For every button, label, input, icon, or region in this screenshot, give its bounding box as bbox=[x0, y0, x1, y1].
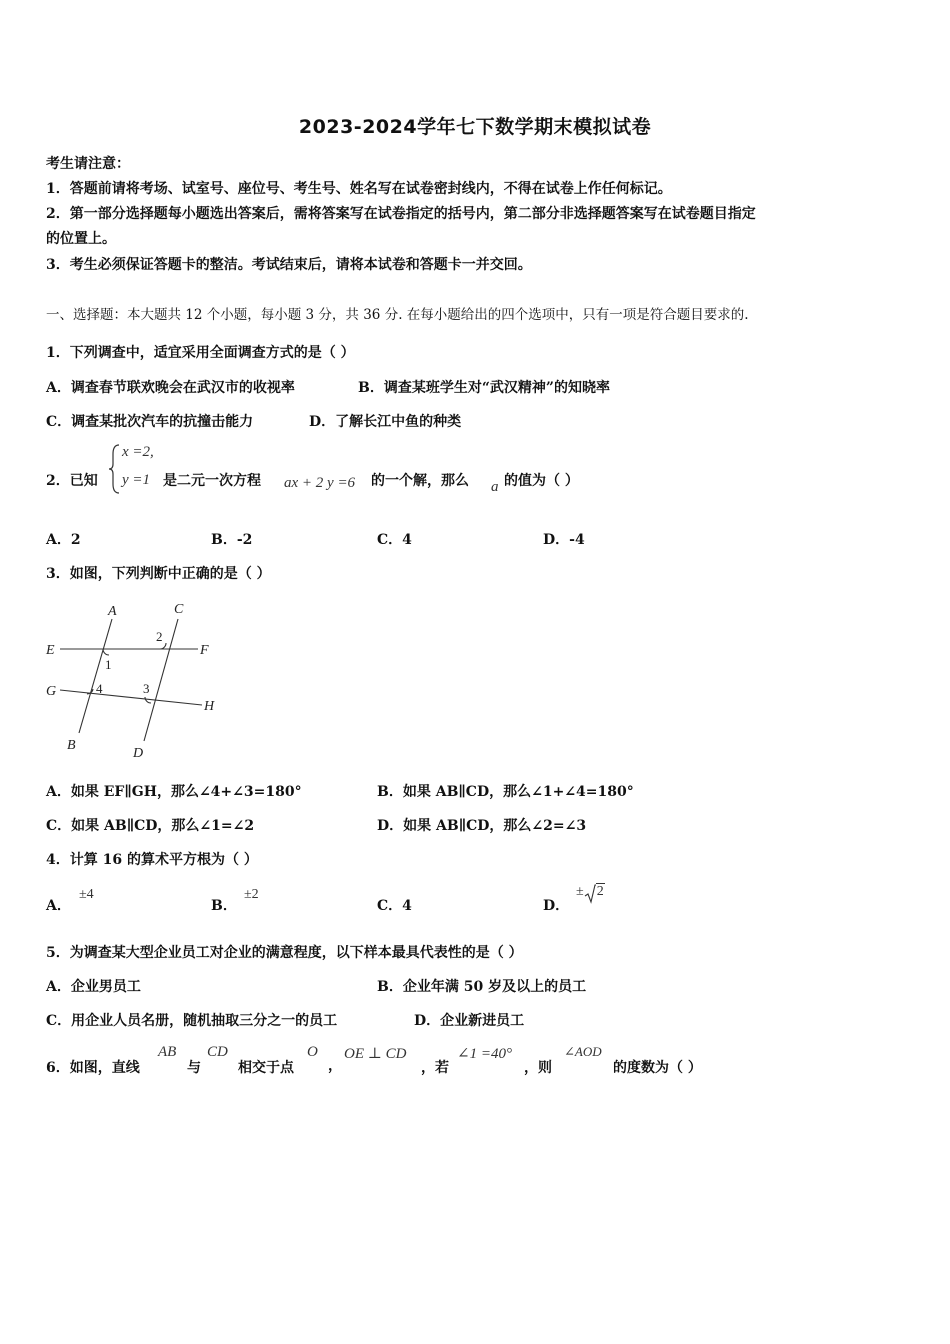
q4-option-d-label: D． bbox=[543, 898, 570, 914]
label-angle-2: 2 bbox=[156, 629, 163, 644]
q4-option-b-value: ±2 bbox=[244, 887, 259, 902]
q6-text-1: 6．如图，直线 bbox=[46, 1060, 140, 1076]
q1-option-c: C．调查某批次汽车的抗撞击能力 bbox=[46, 414, 254, 430]
plus-minus: ± bbox=[576, 884, 584, 899]
q6-perpendicular: OE ⊥ CD bbox=[344, 1046, 407, 1062]
q5-option-c: C．用企业人员名册，随机抽取三分之一的员工 bbox=[46, 1013, 338, 1029]
notice-item-2: 2．第一部分选择题每小题选出答案后，需将答案写在试卷指定的括号内，第二部分非选择题答案写在试卷题目指定 bbox=[46, 206, 756, 222]
label-d: D bbox=[133, 746, 144, 761]
label-c: C bbox=[174, 602, 184, 617]
label-a: A bbox=[108, 604, 117, 619]
q6-text-6: ，则 bbox=[524, 1060, 552, 1076]
q6-text-2: 与 bbox=[187, 1060, 201, 1076]
q6-angle-1: ∠1 =40° bbox=[457, 1046, 512, 1062]
q4-option-a-label: A． bbox=[46, 898, 71, 914]
q2-system-eq-2: y =1 bbox=[122, 472, 151, 488]
q6-text-5: ，若 bbox=[421, 1060, 449, 1076]
q6-angle-aod: ∠AOD bbox=[564, 1044, 602, 1059]
q5-option-d: D．企业新进员工 bbox=[414, 1013, 525, 1029]
label-angle-3: 3 bbox=[143, 681, 150, 696]
label-angle-4: 4 bbox=[96, 681, 103, 696]
q6-text-4: ， bbox=[328, 1058, 342, 1074]
q4-option-a-value: ±4 bbox=[79, 887, 94, 902]
q2-option-a: A．2 bbox=[46, 532, 81, 548]
q2-system-brace bbox=[108, 442, 122, 496]
line-gh bbox=[60, 690, 202, 705]
line-ab bbox=[79, 619, 112, 733]
q2-text-mid: 是二元一次方程 bbox=[163, 473, 261, 489]
q1-option-b: B．调查某班学生对“武汉精神”的知晓率 bbox=[358, 380, 610, 396]
q4-option-c: C．4 bbox=[377, 898, 412, 914]
q6-line-cd: CD bbox=[207, 1044, 228, 1060]
q6-line-ab: AB bbox=[158, 1044, 177, 1060]
label-b: B bbox=[67, 738, 76, 753]
q2-prefix: 2．已知 bbox=[46, 473, 98, 489]
q2-option-c: C．4 bbox=[377, 532, 412, 548]
q5-option-a: A．企业男员工 bbox=[46, 979, 141, 995]
q3-option-a: A．如果 EF∥GH，那么∠4+∠3=180° bbox=[46, 784, 302, 800]
page-title: 2023-2024学年七下数学期末模拟试卷 bbox=[298, 116, 652, 138]
q2-option-d: D．-4 bbox=[543, 532, 585, 548]
label-angle-1: 1 bbox=[105, 657, 112, 672]
section-heading: 一、选择题：本大题共 12 个小题，每小题 3 分，共 36 分. 在每小题给出的四个选项中，只有一项是符合题目要求的. bbox=[46, 307, 749, 323]
q4-option-d-value bbox=[576, 884, 605, 909]
q2-text-mid2: 的一个解，那么 bbox=[371, 473, 469, 489]
q6-point-o: O bbox=[307, 1044, 318, 1060]
q5-stem: 5．为调查某大型企业员工对企业的满意程度，以下样本最具代表性的是（ ） bbox=[46, 945, 523, 961]
q6-text-7: 的度数为（ ） bbox=[613, 1060, 702, 1076]
radicand: 2 bbox=[596, 884, 604, 899]
label-h: H bbox=[204, 699, 215, 714]
q1-option-d: D．了解长江中鱼的种类 bbox=[309, 414, 462, 430]
label-f: F bbox=[200, 643, 209, 658]
notice-item-3: 3．考生必须保证答题卡的整洁。考试结束后，请将本试卷和答题卡一并交回。 bbox=[46, 257, 532, 273]
label-g: G bbox=[46, 684, 57, 699]
q5-option-b: B．企业年满 50 岁及以上的员工 bbox=[377, 979, 587, 995]
q3-option-c: C．如果 AB∥CD，那么∠1=∠2 bbox=[46, 818, 255, 834]
q4-stem: 4．计算 16 的算术平方根为（ ） bbox=[46, 852, 258, 868]
q3-option-d: D．如果 AB∥CD，那么∠2=∠3 bbox=[377, 818, 587, 834]
notice-item-2-cont: 的位置上。 bbox=[46, 231, 116, 247]
q3-option-b: B．如果 AB∥CD，那么∠1+∠4=180° bbox=[377, 784, 634, 800]
q2-suffix: 的值为（ ） bbox=[504, 473, 579, 489]
notice-item-1: 1．答题前请将考场、试室号、座位号、考生号、姓名写在试卷密封线内，不得在试卷上作任何标记。 bbox=[46, 181, 672, 197]
q6-text-3: 相交于点 bbox=[238, 1060, 294, 1076]
q2-variable: a bbox=[491, 479, 499, 495]
q1-option-a: A．调查春节联欢晚会在武汉市的收视率 bbox=[46, 380, 295, 396]
q3-stem: 3．如图，下列判断中正确的是（ ） bbox=[46, 566, 271, 582]
angle-1-arc bbox=[103, 649, 109, 655]
notice-heading: 考生请注意： bbox=[46, 156, 130, 172]
q2-system-eq-1: x =2, bbox=[122, 444, 154, 460]
sqrt-icon bbox=[584, 884, 596, 909]
q2-option-b: B．-2 bbox=[211, 532, 253, 548]
q4-option-b-label: B． bbox=[211, 898, 237, 914]
q1-stem: 1．下列调查中，适宜采用全面调查方式的是（ ） bbox=[46, 345, 355, 361]
q3-figure bbox=[40, 597, 230, 767]
q2-equation: ax + 2 y =6 bbox=[284, 475, 356, 491]
label-e: E bbox=[46, 643, 55, 658]
